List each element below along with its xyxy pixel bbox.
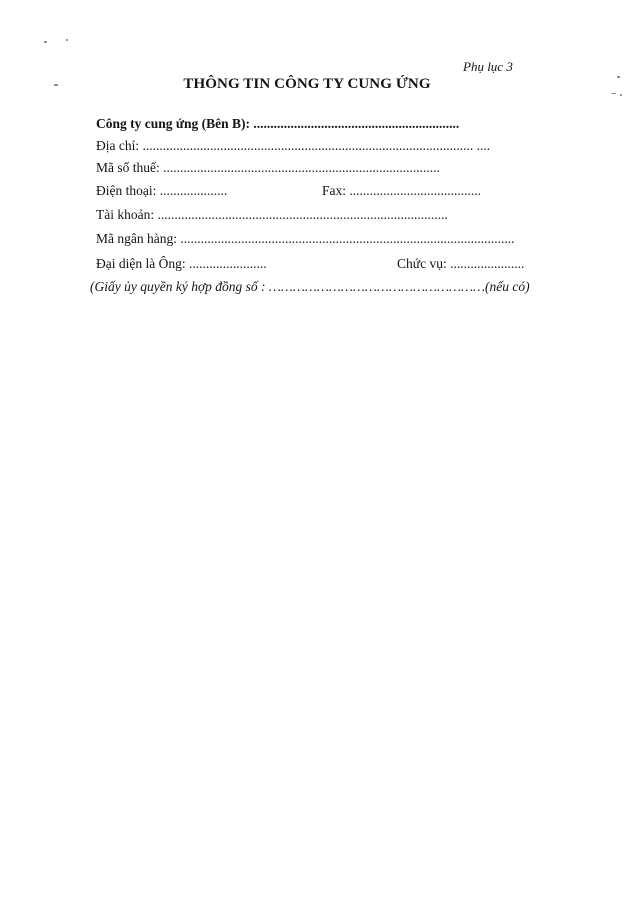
document-title: THÔNG TIN CÔNG TY CUNG ỨNG [183,76,431,92]
fax-field: Fax: ....................................... [322,183,482,198]
account-field: Tài khoản: ...................................................................................... [96,207,448,222]
scan-speck [611,93,616,94]
scan-speck [620,94,622,96]
phone-field: Điện thoại: .................... [96,183,228,198]
scan-speck [66,39,68,41]
tax-code-field: Mã số thuế: .................................................................................. [96,160,440,175]
representative-field: Đại diện là Ông: ....................... [96,256,267,271]
bank-code-field: Mã ngân hàng: ................................................................................................... [96,231,515,246]
address-field: Địa chỉ: .................................................................................................. .... [96,138,491,153]
scan-speck [44,41,47,43]
appendix-label: Phụ lục 3 [463,59,513,74]
authorization-note: (Giấy ủy quyền ký hợp đồng số : ………………………………………………(nếu có) [90,279,530,294]
position-field: Chức vụ: ...................... [397,256,525,271]
scan-speck [617,76,620,78]
supplier-field: Công ty cung ứng (Bên B): ............................................................. [96,116,460,131]
